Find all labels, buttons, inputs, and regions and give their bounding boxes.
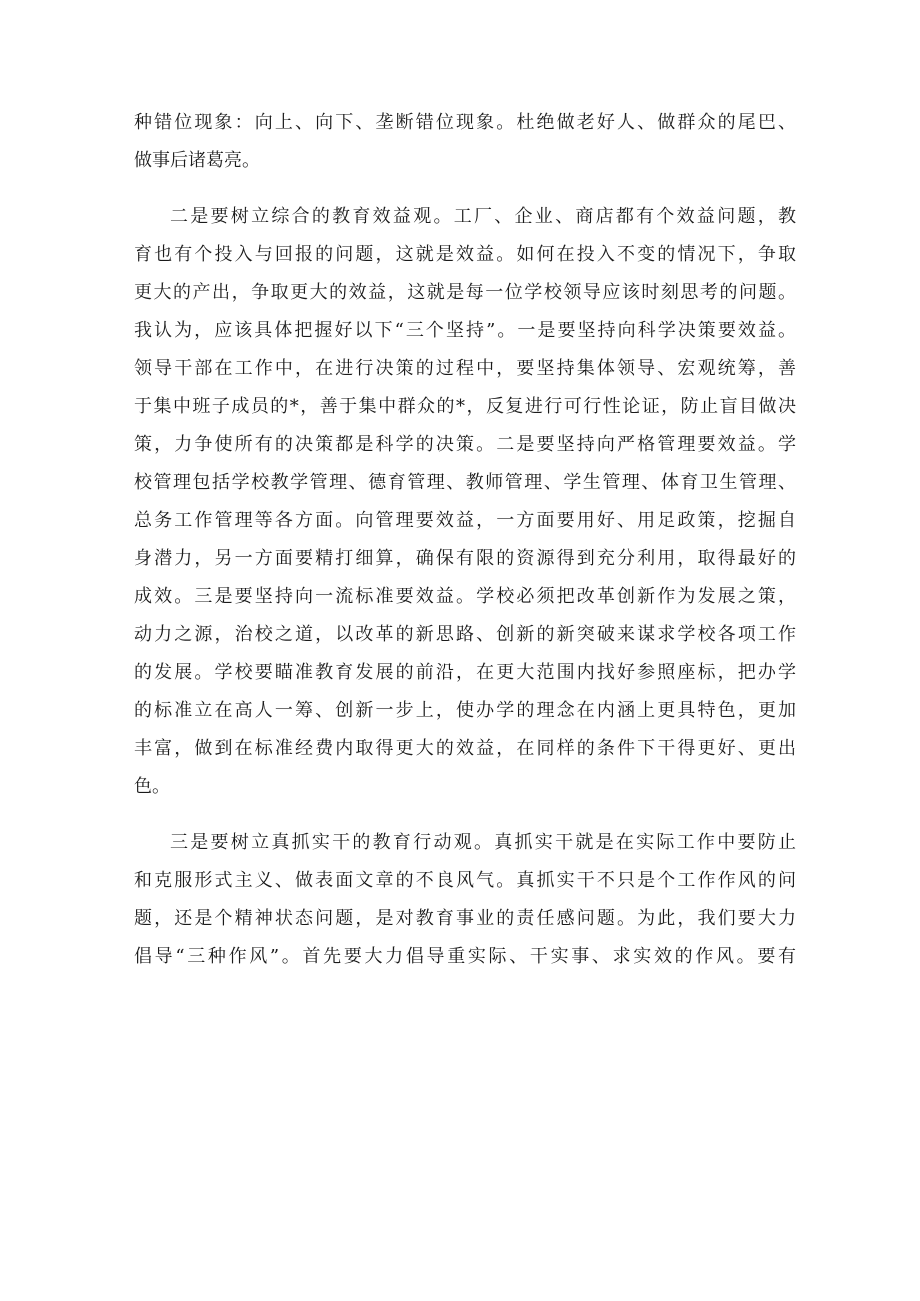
text-line: 丰富，做到在标准经费内取得更大的效益，在同样的条件下干得更好、更出 [134, 738, 796, 759]
paragraph-1 [134, 104, 796, 180]
text-line: 总务工作管理等各方面。向管理要效益，一方面要用好、用足政策，挖掘自 [134, 510, 796, 531]
text-line: 身潜力，另一方面要精打细算，确保有限的资源得到充分利用，取得最好的 [134, 548, 796, 569]
text-line: 我认为，应该具体把握好以下“三个坚持”。一是要坚持向科学决策要效益。 [134, 320, 796, 341]
text-line: 动力之源，治校之道，以改革的新思路、创新的新突破来谋求学校各项工作 [134, 624, 796, 645]
text-line: 二是要树立综合的教育效益观。工厂、企业、商店都有个效益问题，教 [170, 206, 796, 227]
text-line: 色。 [134, 776, 170, 797]
text-line: 三是要树立真抓实干的教育行动观。真抓实干就是在实际工作中要防止 [170, 832, 796, 853]
text-line: 倡导“三种作风”。首先要大力倡导重实际、干实事、求实效的作风。要有 [134, 946, 796, 967]
text-line: 更大的产出，争取更大的效益，这就是每一位学校领导应该时刻思考的问题。 [134, 282, 796, 303]
text-line: 题，还是个精神状态问题，是对教育事业的责任感问题。为此，我们要大力 [134, 908, 796, 929]
text-line: 领导干部在工作中，在进行决策的过程中，要坚持集体领导、宏观统筹，善 [134, 358, 796, 379]
text-line: 做事后诸葛亮。 [134, 150, 260, 171]
paragraph-gap [134, 180, 796, 198]
paragraph-gap [134, 806, 796, 824]
text-line: 成效。三是要坚持向一流标准要效益。学校必须把改革创新作为发展之策， [134, 586, 796, 607]
text-line: 的发展。学校要瞄准教育发展的前沿，在更大范围内找好参照座标，把办学 [134, 662, 796, 683]
paragraph-2 [134, 198, 796, 806]
paragraph-3 [134, 824, 796, 976]
text-line: 于集中班子成员的*，善于集中群众的*，反复进行可行性论证，防止盲目做决 [134, 396, 796, 417]
text-line: 的标准立在高人一筹、创新一步上，使办学的理念在内涵上更具特色，更加 [134, 700, 796, 721]
text-line: 和克服形式主义、做表面文章的不良风气。真抓实干不只是个工作作风的问 [134, 870, 796, 891]
text-line: 策，力争使所有的决策都是科学的决策。二是要坚持向严格管理要效益。学 [134, 434, 796, 455]
text-line: 育也有个投入与回报的问题，这就是效益。如何在投入不变的情况下，争取 [134, 244, 796, 265]
text-line: 校管理包括学校教学管理、德育管理、教师管理、学生管理、体育卫生管理、 [134, 472, 796, 493]
document-page [134, 104, 796, 976]
text-line: 种错位现象：向上、向下、垄断错位现象。杜绝做老好人、做群众的尾巴、 [134, 112, 796, 133]
